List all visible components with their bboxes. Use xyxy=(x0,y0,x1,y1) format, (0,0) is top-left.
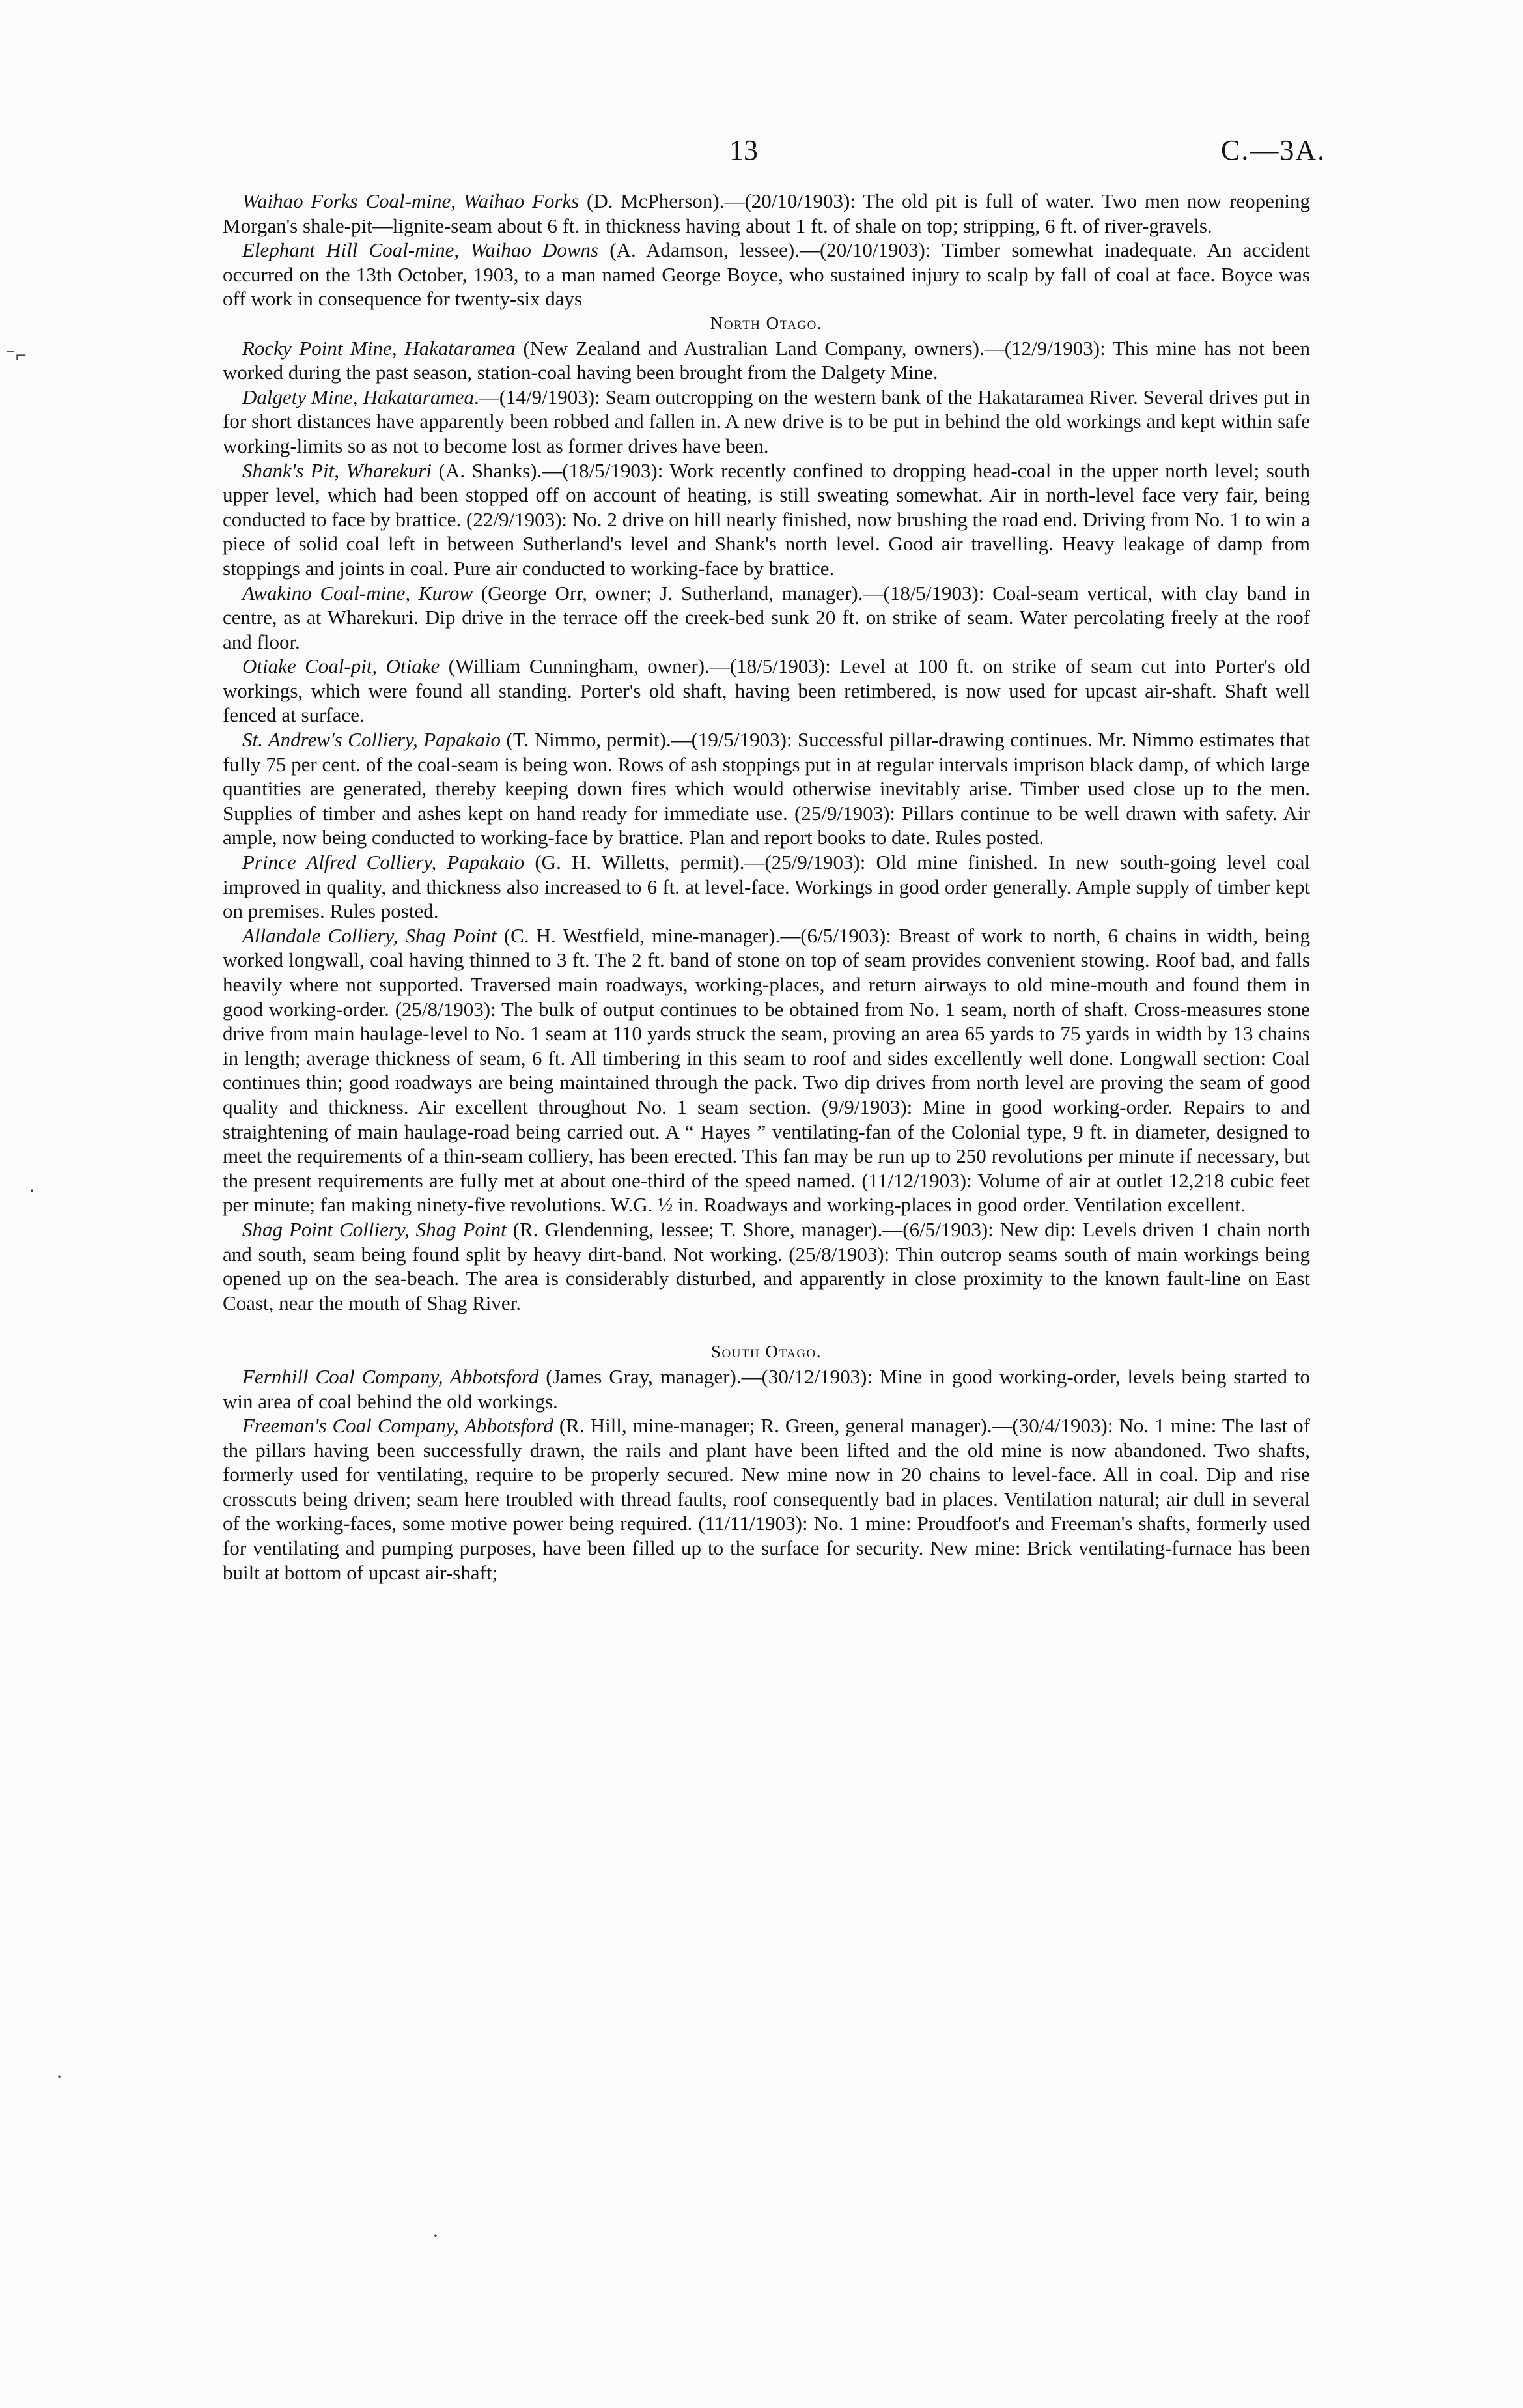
report-entry xyxy=(223,1413,1310,1585)
entry-title: Otiake Coal-pit, Otiake xyxy=(242,655,440,678)
section-heading: North Otago. xyxy=(710,313,823,333)
entry-text: (R. Hill, mine-manager; R. Green, general manager).—(30/4/1903): No. 1 mine: The last of the pillars having been successfully drawn, the rails and plant have been lifted and the old mine is now abandoned. Two shafts, formerly used for ventilating, require to be properly secured. New mine now in 20 chains to level-face. All in coal. Dip and rise crosscuts being driven; seam here troubled with thread faults, roof consequently bad in places. Ventilation natural; air dull in several of the working-faces, some motive power being required. (11/11/1903): No. 1 mine: Proudfoot's and Freeman's shafts, formerly used for ventilating and pumping purposes, have been filled up to the surface for security. New mine: Brick ventilating-furnace has been built at bottom of upcast air-shaft; xyxy=(223,1414,1310,1584)
entry-title: St. Andrew's Colliery, Papakaio xyxy=(242,728,501,752)
report-entry xyxy=(223,850,1310,924)
report-entry xyxy=(223,1365,1310,1413)
margin-mark: ⁻⌐ xyxy=(5,345,27,366)
entry-text: (A. Adamson, lessee).—(20/10/1903): Timber somewhat inadequate. An accident occurred on the 13th October, 1903, to a man named George Boyce, who sustained injury to scalp by fall of coal at face. Boyce was off work in consequence for twenty-six days xyxy=(223,238,1310,311)
report-entry xyxy=(223,1217,1310,1315)
margin-mark: · xyxy=(56,2066,63,2088)
entry-text: (James Gray, manager).—(30/12/1903): Mine in good working-order, levels being started to win area of coal behind the old workings. xyxy=(223,1365,1310,1413)
entry-title: Prince Alfred Colliery, Papakaio xyxy=(242,851,525,874)
entry-title: Shag Point Colliery, Shag Point xyxy=(242,1217,507,1241)
report-entry xyxy=(223,238,1310,311)
entry-title: Shank's Pit, Wharekuri xyxy=(242,459,432,482)
margin-mark: · xyxy=(432,2225,439,2246)
report-entry xyxy=(223,336,1310,385)
document-reference: C.—3A. xyxy=(1221,134,1326,166)
report-entry xyxy=(223,189,1310,238)
entry-title: Allandale Colliery, Shag Point xyxy=(242,924,497,947)
entry-title: Rocky Point Mine, Hakataramea xyxy=(242,336,516,360)
document-body xyxy=(223,189,1310,1585)
entry-title: Dalgety Mine, Hakataramea xyxy=(242,385,474,408)
page-number: 13 xyxy=(729,134,758,166)
report-entry xyxy=(223,581,1310,655)
entry-text: (William Cunningham, owner).—(18/5/1903): Level at 100 ft. on strike of seam cut into Porter's old workings, which were found all standing. Porter's old shaft, having been retimbered, is now used for upcast air-shaft. Shaft well fenced at surface. xyxy=(223,655,1310,727)
entry-text: .—(14/9/1903): Seam outcropping on the western bank of the Hakataramea River. Several drives put in for short distances have apparently been robbed and fallen in. A new drive is to be put in behind the old workings and kept within safe working-limits so as not to become lost as former drives have been. xyxy=(223,385,1310,457)
entry-text: (C. H. Westfield, mine-manager).—(6/5/1903): Breast of work to north, 6 chains in width, being worked longwall, coal having thinned to 3 ft. The 2 ft. band of stone on top of seam provides convenient stowing. Roof bad, and falls heavily where not supported. Traversed main roadways, working-places, and return airways to old mine-mouth and found them in good working-order. (25/8/1903): The bulk of output continues to be obtained from No. 1 seam, north of shaft. Cross-measures stone drive from main haulage-level to No. 1 seam at 110 yards struck the seam, proving an area 65 yards to 75 yards in width by 13 chains in length; average thickness of seam, 6 ft. All timbering in this seam to roof and sides excellently well done. Longwall section: Coal continues thin; good roadways are being maintained through the pack. Two dip drives from north level are proving the seam of good quality and thickness. Air excellent throughout No. 1 seam section. (9/9/1903): Mine in good working-order. Repairs to and straightening of main haulage-road being carried out. A “ Hayes ” ventilating-fan of the Colonial type, 9 ft. in diameter, designed to meet the requirements of a thin-seam colliery, has been erected. This fan may be run up to 250 revolutions per minute if necessary, but the present requirements are fully met at about one-third of the speed named. (11/12/1903): Volume of air at outlet 12,218 cubic feet per minute; fan making ninety-five revolutions. W.G. ½ in. Roadways and working-places in good order. Ventilation excellent. xyxy=(223,924,1310,1217)
entry-text: (George Orr, owner; J. Sutherland, manager).—(18/5/1903): Coal-seam vertical, with clay band in centre, as at Wharekuri. Dip drive in the terrace off the creek-bed sunk 20 ft. on strike of seam. Water percolating freely at the roof and floor. xyxy=(223,581,1311,653)
report-entry xyxy=(223,728,1310,850)
entry-text: (New Zealand and Australian Land Company, owners).—(12/9/1903): This mine has not been worked during the past season, station-coal having been brought from the Dalgety Mine. xyxy=(223,336,1310,384)
entry-text: (A. Shanks).—(18/5/1903): Work recently confined to dropping head-coal in the upper north level; south upper level, which had been stopped off on account of heating, is still sweating somewhat. Air in north-level face very fair, being conducted to face by brattice. (22/9/1903): No. 2 drive on hill nearly finished, now brushing the road end. Driving from No. 1 to win a piece of solid coal left in between Sutherland's level and Shank's north level. Good air travelling. Heavy leakage of damp from stoppings and joints in coal. Pure air conducted to working-face by brattice. xyxy=(223,459,1310,580)
report-entry xyxy=(223,385,1310,459)
report-entry xyxy=(223,654,1310,728)
report-entry xyxy=(223,459,1310,581)
entry-text: (G. H. Willetts, permit).—(25/9/1903): Old mine finished. In new south-going level coal improved in quality, and thickness also increased to 6 ft. at level-face. Workings in good order generally. Ample supply of timber kept on premises. Rules posted. xyxy=(223,851,1310,923)
margin-mark: · xyxy=(29,1180,35,1202)
entry-title: Waihao Forks Coal-mine, Waihao Forks xyxy=(242,190,580,212)
entry-title: Awakino Coal-mine, Kurow xyxy=(242,581,473,604)
entry-title: Freeman's Coal Company, Abbotsford xyxy=(242,1414,553,1438)
section-heading: South Otago. xyxy=(710,1342,822,1362)
report-entry xyxy=(223,924,1310,1217)
entry-text: (D. McPherson).—(20/10/1903): The old pit is full of water. Two men now reopening Morgan's shale-pit—lignite-seam about 6 ft. in thickness having about 1 ft. of shale on top; stripping, 6 ft. of river-gravels. xyxy=(223,190,1310,237)
entry-text: (R. Glendenning, lessee; T. Shore, manager).—(6/5/1903): New dip: Levels driven 1 chain north and south, seam being found split by heavy dirt-band. Not working. (25/8/1903): Thin outcrop seams south of main workings being opened up on the sea-beach. The area is considerably disturbed, and apparently in close proximity to the known fault-line on East Coast, near the mouth of Shag River. xyxy=(223,1217,1310,1314)
entry-title: Fernhill Coal Company, Abbotsford xyxy=(242,1365,539,1388)
entry-title: Elephant Hill Coal-mine, Waihao Downs xyxy=(242,238,599,262)
entry-text: (T. Nimmo, permit).—(19/5/1903): Successful pillar-drawing continues. Mr. Nimmo estimates that fully 75 per cent. of the coal-seam is being won. Rows of ash stoppings put in at regular intervals imprison black damp, of which large quantities are generated, thereby keeping down fires which would otherwise inevitably arise. Timber used close up to the men. Supplies of timber and ashes kept on hand ready for immediate use. (25/9/1903): Pillars continue to be well drawn with safety. Air ample, now being conducted to working-face by brattice. Plan and report books to date. Rules posted. xyxy=(223,728,1310,849)
